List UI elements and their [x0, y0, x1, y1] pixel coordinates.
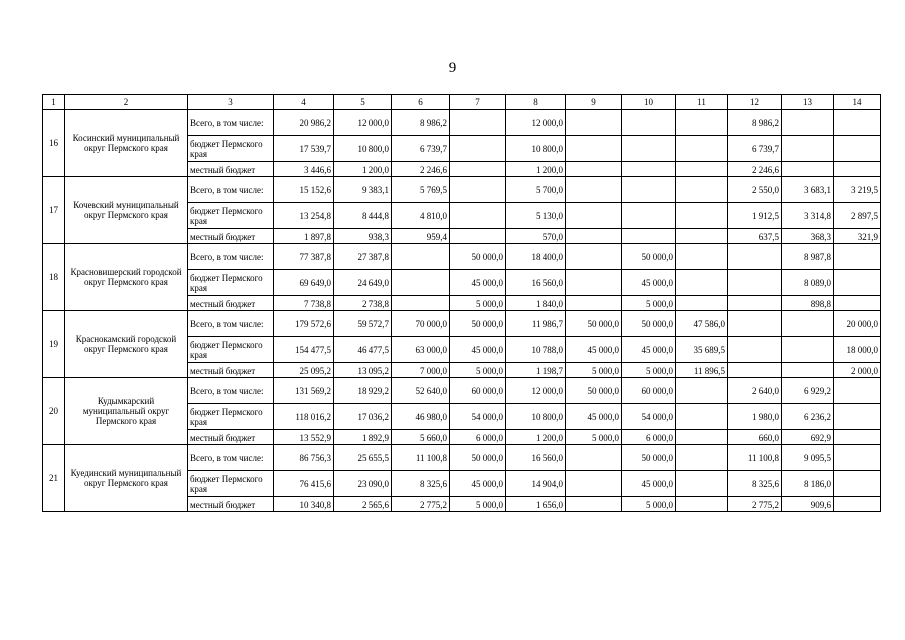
- amount-cell: 10 788,0: [506, 337, 566, 363]
- amount-cell: 69 649,0: [274, 270, 334, 296]
- amount-cell: 10 800,0: [506, 136, 566, 162]
- amount-cell: 18 000,0: [834, 337, 881, 363]
- amount-cell: [834, 136, 881, 162]
- funding-source: Всего, в том числе:: [188, 177, 274, 203]
- amount-cell: 50 000,0: [622, 311, 676, 337]
- funding-source: Всего, в том числе:: [188, 311, 274, 337]
- amount-cell: [622, 177, 676, 203]
- amount-cell: 45 000,0: [566, 404, 622, 430]
- funding-source: бюджет Пермского края: [188, 136, 274, 162]
- amount-cell: 20 986,2: [274, 110, 334, 136]
- amount-cell: [782, 136, 834, 162]
- amount-cell: 2 565,6: [334, 497, 392, 512]
- municipality-name: Красновишерский городской округ Пермского края: [65, 244, 188, 311]
- amount-cell: 10 800,0: [506, 404, 566, 430]
- amount-cell: 10 340,8: [274, 497, 334, 512]
- amount-cell: 1 656,0: [506, 497, 566, 512]
- funding-source: бюджет Пермского края: [188, 203, 274, 229]
- amount-cell: 12 000,0: [506, 110, 566, 136]
- amount-cell: 16 560,0: [506, 445, 566, 471]
- amount-cell: 2 775,2: [728, 497, 782, 512]
- funding-source: местный бюджет: [188, 162, 274, 177]
- amount-cell: 959,4: [392, 229, 450, 244]
- column-header: 6: [392, 95, 450, 110]
- amount-cell: 50 000,0: [450, 244, 506, 270]
- amount-cell: [566, 229, 622, 244]
- amount-cell: 13 095,2: [334, 363, 392, 378]
- amount-cell: [834, 270, 881, 296]
- amount-cell: [834, 471, 881, 497]
- row-number: 16: [43, 110, 65, 177]
- amount-cell: 5 000,0: [450, 296, 506, 311]
- amount-cell: 2 550,0: [728, 177, 782, 203]
- funding-source: бюджет Пермского края: [188, 471, 274, 497]
- amount-cell: [566, 471, 622, 497]
- amount-cell: 20 000,0: [834, 311, 881, 337]
- amount-cell: 52 640,0: [392, 378, 450, 404]
- row-number: 18: [43, 244, 65, 311]
- amount-cell: [676, 177, 728, 203]
- table-row: [43, 244, 881, 270]
- amount-cell: 8 986,2: [728, 110, 782, 136]
- amount-cell: [566, 445, 622, 471]
- amount-cell: 7 000,0: [392, 363, 450, 378]
- amount-cell: [392, 296, 450, 311]
- amount-cell: 60 000,0: [622, 378, 676, 404]
- amount-cell: [834, 162, 881, 177]
- amount-cell: 1 200,0: [506, 162, 566, 177]
- amount-cell: [566, 497, 622, 512]
- amount-cell: 50 000,0: [566, 311, 622, 337]
- amount-cell: 6 739,7: [728, 136, 782, 162]
- amount-cell: [782, 337, 834, 363]
- amount-cell: 2 246,6: [392, 162, 450, 177]
- amount-cell: [728, 363, 782, 378]
- amount-cell: [834, 497, 881, 512]
- amount-cell: [450, 162, 506, 177]
- amount-cell: 1 200,0: [334, 162, 392, 177]
- amount-cell: 5 000,0: [450, 363, 506, 378]
- amount-cell: [728, 244, 782, 270]
- amount-cell: 1 912,5: [728, 203, 782, 229]
- amount-cell: 46 477,5: [334, 337, 392, 363]
- amount-cell: 4 810,0: [392, 203, 450, 229]
- amount-cell: 47 586,0: [676, 311, 728, 337]
- amount-cell: [566, 270, 622, 296]
- amount-cell: [676, 296, 728, 311]
- amount-cell: [676, 378, 728, 404]
- amount-cell: 45 000,0: [450, 337, 506, 363]
- amount-cell: 16 560,0: [506, 270, 566, 296]
- amount-cell: 11 896,5: [676, 363, 728, 378]
- column-header: 10: [622, 95, 676, 110]
- amount-cell: 5 660,0: [392, 430, 450, 445]
- amount-cell: [676, 136, 728, 162]
- amount-cell: 8 444,8: [334, 203, 392, 229]
- amount-cell: 321,9: [834, 229, 881, 244]
- amount-cell: [834, 404, 881, 430]
- amount-cell: [450, 177, 506, 203]
- amount-cell: 45 000,0: [566, 337, 622, 363]
- column-header: 9: [566, 95, 622, 110]
- amount-cell: 18 929,2: [334, 378, 392, 404]
- amount-cell: 5 000,0: [566, 430, 622, 445]
- column-header: 7: [450, 95, 506, 110]
- amount-cell: 2 738,8: [334, 296, 392, 311]
- table-row: [43, 445, 881, 471]
- amount-cell: 3 219,5: [834, 177, 881, 203]
- amount-cell: 2 897,5: [834, 203, 881, 229]
- amount-cell: [450, 203, 506, 229]
- amount-cell: 9 383,1: [334, 177, 392, 203]
- amount-cell: [392, 244, 450, 270]
- column-header: 4: [274, 95, 334, 110]
- amount-cell: 45 000,0: [450, 270, 506, 296]
- amount-cell: 11 986,7: [506, 311, 566, 337]
- municipality-name: Косинский муниципальный округ Пермского края: [65, 110, 188, 177]
- amount-cell: [676, 270, 728, 296]
- amount-cell: 8 186,0: [782, 471, 834, 497]
- amount-cell: [728, 337, 782, 363]
- table-row: [43, 110, 881, 136]
- amount-cell: 5 130,0: [506, 203, 566, 229]
- amount-cell: [566, 162, 622, 177]
- row-number: 21: [43, 445, 65, 512]
- amount-cell: [834, 445, 881, 471]
- column-header: 14: [834, 95, 881, 110]
- amount-cell: [834, 296, 881, 311]
- amount-cell: 77 387,8: [274, 244, 334, 270]
- amount-cell: 27 387,8: [334, 244, 392, 270]
- amount-cell: 5 000,0: [622, 497, 676, 512]
- amount-cell: 13 254,8: [274, 203, 334, 229]
- column-header: 3: [188, 95, 274, 110]
- table-row: [43, 311, 881, 337]
- amount-cell: 45 000,0: [450, 471, 506, 497]
- amount-cell: [450, 136, 506, 162]
- table-row: [43, 177, 881, 203]
- amount-cell: 14 904,0: [506, 471, 566, 497]
- funding-source: местный бюджет: [188, 229, 274, 244]
- amount-cell: 5 769,5: [392, 177, 450, 203]
- amount-cell: 1 200,0: [506, 430, 566, 445]
- amount-cell: 8 987,8: [782, 244, 834, 270]
- amount-cell: 50 000,0: [622, 244, 676, 270]
- amount-cell: [566, 136, 622, 162]
- column-header: 8: [506, 95, 566, 110]
- row-number: 20: [43, 378, 65, 445]
- row-number: 19: [43, 311, 65, 378]
- amount-cell: 5 000,0: [450, 497, 506, 512]
- amount-cell: 660,0: [728, 430, 782, 445]
- amount-cell: [834, 430, 881, 445]
- amount-cell: [676, 110, 728, 136]
- amount-cell: 5 000,0: [622, 363, 676, 378]
- municipality-name: Краснокамский городской округ Пермского края: [65, 311, 188, 378]
- amount-cell: 6 000,0: [450, 430, 506, 445]
- funding-source: местный бюджет: [188, 296, 274, 311]
- column-header: 5: [334, 95, 392, 110]
- amount-cell: [676, 404, 728, 430]
- amount-cell: [782, 110, 834, 136]
- amount-cell: [676, 203, 728, 229]
- amount-cell: [834, 378, 881, 404]
- amount-cell: [622, 203, 676, 229]
- funding-source: бюджет Пермского края: [188, 337, 274, 363]
- amount-cell: 2 000,0: [834, 363, 881, 378]
- column-header: 2: [65, 95, 188, 110]
- amount-cell: [622, 136, 676, 162]
- amount-cell: 70 000,0: [392, 311, 450, 337]
- amount-cell: 10 800,0: [334, 136, 392, 162]
- amount-cell: [392, 270, 450, 296]
- amount-cell: 898,8: [782, 296, 834, 311]
- table-body: [43, 95, 881, 512]
- amount-cell: 17 539,7: [274, 136, 334, 162]
- row-number: 17: [43, 177, 65, 244]
- amount-cell: 45 000,0: [622, 270, 676, 296]
- amount-cell: 1 897,8: [274, 229, 334, 244]
- amount-cell: 11 100,8: [392, 445, 450, 471]
- amount-cell: 11 100,8: [728, 445, 782, 471]
- amount-cell: 59 572,7: [334, 311, 392, 337]
- amount-cell: 1 840,0: [506, 296, 566, 311]
- funding-source: Всего, в том числе:: [188, 378, 274, 404]
- amount-cell: 3 446,6: [274, 162, 334, 177]
- amount-cell: 15 152,6: [274, 177, 334, 203]
- amount-cell: 9 095,5: [782, 445, 834, 471]
- amount-cell: 17 036,2: [334, 404, 392, 430]
- amount-cell: [782, 162, 834, 177]
- amount-cell: [566, 296, 622, 311]
- budget-table: [42, 94, 881, 512]
- amount-cell: 12 000,0: [334, 110, 392, 136]
- amount-cell: [566, 110, 622, 136]
- amount-cell: 23 090,0: [334, 471, 392, 497]
- amount-cell: [676, 430, 728, 445]
- amount-cell: 25 655,5: [334, 445, 392, 471]
- municipality-name: Кочевский муниципальный округ Пермского края: [65, 177, 188, 244]
- amount-cell: 3 683,1: [782, 177, 834, 203]
- amount-cell: 60 000,0: [450, 378, 506, 404]
- amount-cell: [676, 244, 728, 270]
- amount-cell: [566, 177, 622, 203]
- amount-cell: [676, 497, 728, 512]
- amount-cell: 692,9: [782, 430, 834, 445]
- amount-cell: 118 016,2: [274, 404, 334, 430]
- amount-cell: 5 700,0: [506, 177, 566, 203]
- amount-cell: 131 569,2: [274, 378, 334, 404]
- amount-cell: 2 246,6: [728, 162, 782, 177]
- header-row: [43, 95, 881, 110]
- amount-cell: 54 000,0: [622, 404, 676, 430]
- amount-cell: 24 649,0: [334, 270, 392, 296]
- amount-cell: 86 756,3: [274, 445, 334, 471]
- amount-cell: 45 000,0: [622, 337, 676, 363]
- amount-cell: 8 325,6: [392, 471, 450, 497]
- amount-cell: [728, 296, 782, 311]
- amount-cell: [450, 229, 506, 244]
- amount-cell: 50 000,0: [450, 311, 506, 337]
- amount-cell: [622, 110, 676, 136]
- amount-cell: [676, 229, 728, 244]
- funding-source: бюджет Пермского края: [188, 270, 274, 296]
- funding-source: местный бюджет: [188, 497, 274, 512]
- amount-cell: 6 000,0: [622, 430, 676, 445]
- amount-cell: 368,3: [782, 229, 834, 244]
- amount-cell: [834, 110, 881, 136]
- amount-cell: [566, 203, 622, 229]
- amount-cell: [676, 162, 728, 177]
- amount-cell: 18 400,0: [506, 244, 566, 270]
- column-header: 11: [676, 95, 728, 110]
- funding-source: Всего, в том числе:: [188, 445, 274, 471]
- amount-cell: 12 000,0: [506, 378, 566, 404]
- amount-cell: 63 000,0: [392, 337, 450, 363]
- amount-cell: 8 986,2: [392, 110, 450, 136]
- amount-cell: 2 775,2: [392, 497, 450, 512]
- amount-cell: 570,0: [506, 229, 566, 244]
- amount-cell: [676, 445, 728, 471]
- amount-cell: 1 980,0: [728, 404, 782, 430]
- amount-cell: [622, 229, 676, 244]
- amount-cell: 5 000,0: [622, 296, 676, 311]
- funding-source: местный бюджет: [188, 363, 274, 378]
- amount-cell: [782, 311, 834, 337]
- amount-cell: 76 415,6: [274, 471, 334, 497]
- amount-cell: 50 000,0: [450, 445, 506, 471]
- page-number: 9: [448, 60, 457, 76]
- column-header: 1: [43, 95, 65, 110]
- table-row: [43, 378, 881, 404]
- amount-cell: 45 000,0: [622, 471, 676, 497]
- amount-cell: [728, 311, 782, 337]
- funding-source: Всего, в том числе:: [188, 244, 274, 270]
- amount-cell: 8 089,0: [782, 270, 834, 296]
- amount-cell: 13 552,9: [274, 430, 334, 445]
- amount-cell: 938,3: [334, 229, 392, 244]
- amount-cell: 6 236,2: [782, 404, 834, 430]
- column-header: 12: [728, 95, 782, 110]
- amount-cell: 909,6: [782, 497, 834, 512]
- amount-cell: 50 000,0: [622, 445, 676, 471]
- amount-cell: [676, 471, 728, 497]
- amount-cell: 6 929,2: [782, 378, 834, 404]
- municipality-name: Куединский муниципальный округ Пермского края: [65, 445, 188, 512]
- amount-cell: 3 314,8: [782, 203, 834, 229]
- amount-cell: [834, 244, 881, 270]
- amount-cell: 35 689,5: [676, 337, 728, 363]
- amount-cell: 1 892,9: [334, 430, 392, 445]
- funding-source: местный бюджет: [188, 430, 274, 445]
- amount-cell: [566, 244, 622, 270]
- amount-cell: [728, 270, 782, 296]
- amount-cell: [450, 110, 506, 136]
- amount-cell: 6 739,7: [392, 136, 450, 162]
- amount-cell: 1 198,7: [506, 363, 566, 378]
- municipality-name: Кудымкарский муниципальный округ Пермского края: [65, 378, 188, 445]
- amount-cell: 179 572,6: [274, 311, 334, 337]
- column-header: 13: [782, 95, 834, 110]
- amount-cell: 8 325,6: [728, 471, 782, 497]
- amount-cell: 25 095,2: [274, 363, 334, 378]
- funding-source: бюджет Пермского края: [188, 404, 274, 430]
- amount-cell: 5 000,0: [566, 363, 622, 378]
- funding-source: Всего, в том числе:: [188, 110, 274, 136]
- amount-cell: 46 980,0: [392, 404, 450, 430]
- amount-cell: 7 738,8: [274, 296, 334, 311]
- amount-cell: 637,5: [728, 229, 782, 244]
- amount-cell: [622, 162, 676, 177]
- amount-cell: [782, 363, 834, 378]
- amount-cell: 2 640,0: [728, 378, 782, 404]
- amount-cell: 154 477,5: [274, 337, 334, 363]
- amount-cell: 50 000,0: [566, 378, 622, 404]
- amount-cell: 54 000,0: [450, 404, 506, 430]
